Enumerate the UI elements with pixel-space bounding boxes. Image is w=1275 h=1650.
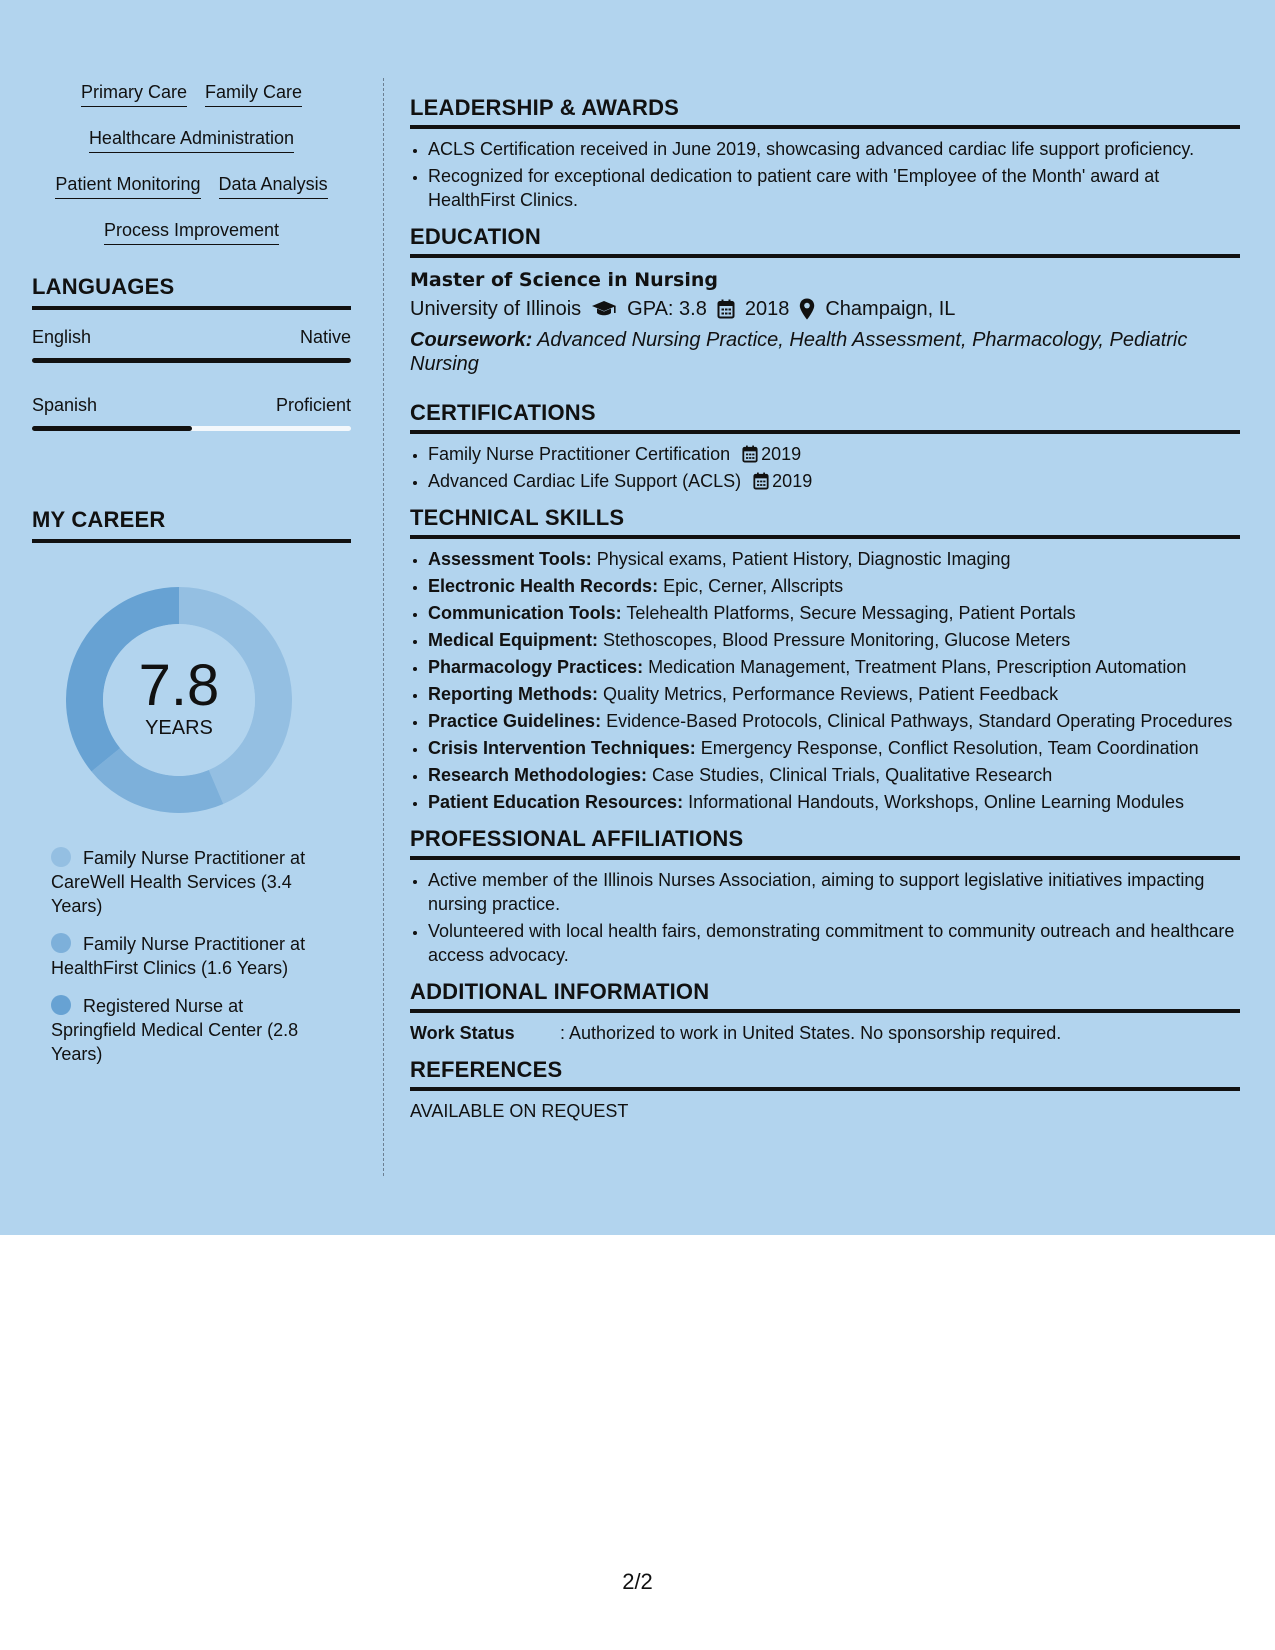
section-heading: TECHNICAL SKILLS (410, 503, 1240, 539)
calendar-icon (753, 472, 769, 490)
skill-tag: Data Analysis (219, 172, 328, 199)
skill-category: Assessment Tools: (428, 549, 592, 569)
list-item (428, 601, 1240, 625)
section-heading: EDUCATION (410, 222, 1240, 258)
graduation-year: 2018 (744, 298, 790, 320)
skill-list: Quality Metrics, Performance Reviews, Patient Feedback (597, 684, 1059, 704)
skill-tag: Family Care (205, 80, 302, 107)
education-section (410, 222, 1240, 376)
list-item (428, 682, 1240, 706)
skill-category: Reporting Methods: (428, 684, 598, 704)
career-heading: MY CAREER (32, 507, 351, 543)
list-item: • Volunteered with local health fairs, demonstrating commitment to community outreach and healthcare access advocacy. (428, 919, 1240, 967)
calendar-icon (742, 445, 758, 463)
skill-list: Stethoscopes, Blood Pressure Monitoring, Glucose Meters (598, 630, 1071, 650)
legend-dot (51, 995, 71, 1015)
degree-title: Master of Science in Nursing (410, 269, 718, 291)
skills-row (32, 172, 351, 199)
section-heading: CERTIFICATIONS (410, 398, 1240, 434)
legend-label: Family Nurse Practitioner at HealthFirst Clinics (1.6 Years) (51, 934, 306, 978)
affiliations-section (410, 824, 1240, 967)
gpa: GPA: 3.8 (627, 298, 707, 320)
skill-tag: Primary Care (81, 80, 187, 107)
skill-list: Telehealth Platforms, Secure Messaging, Patient Portals (621, 603, 1076, 623)
legend-dot (51, 847, 71, 867)
language-item (32, 325, 351, 363)
skill-category: Crisis Intervention Techniques: (428, 738, 696, 758)
column-divider (383, 78, 384, 1176)
language-proficiency-fill (32, 426, 192, 431)
skill-category: Research Methodologies: (428, 765, 648, 785)
school-location: Champaign, IL (825, 298, 956, 320)
left-column (32, 80, 351, 1080)
coursework-label: Coursework: (410, 329, 533, 351)
references-text: AVAILABLE ON REQUEST (410, 1101, 629, 1121)
section-heading: ADDITIONAL INFORMATION (410, 977, 1240, 1013)
technical-skills-section (410, 503, 1240, 814)
language-proficiency-bar (32, 426, 351, 431)
page-number: 2/2 (622, 1569, 653, 1594)
career-donut-chart (66, 587, 292, 813)
skill-list: Medication Management, Treatment Plans, Prescription Automation (643, 657, 1187, 677)
skill-list: Epic, Cerner, Allscripts (658, 576, 844, 596)
skill-category: Medical Equipment: (428, 630, 599, 650)
legend-item (51, 994, 326, 1066)
work-status-label: Work Status (410, 1023, 515, 1043)
list-item: • Recognized for exceptional dedication to patient care with 'Employee of the Month' award at HealthFirst Clinics. (428, 164, 1240, 212)
total-years-unit: YEARS (145, 717, 213, 739)
skill-category: Patient Education Resources: (428, 792, 684, 812)
coursework (410, 328, 1240, 376)
section-heading: REFERENCES (410, 1055, 1240, 1091)
skill-tag: Process Improvement (104, 218, 279, 245)
skill-category: Electronic Health Records: (428, 576, 659, 596)
certifications-section (410, 398, 1240, 493)
work-status-row (410, 1021, 1240, 1045)
skill-list: Evidence-Based Protocols, Clinical Pathways, Standard Operating Procedures (601, 711, 1233, 731)
skill-tag: Healthcare Administration (89, 126, 294, 153)
skill-category: Communication Tools: (428, 603, 622, 623)
legend-label: Family Nurse Practitioner at CareWell Health Services (3.4 Years) (51, 848, 306, 916)
list-item: • ACLS Certification received in June 2019, showcasing advanced cardiac life support proficiency. (428, 137, 1240, 161)
certification-year: 2019 (772, 471, 813, 491)
legend-item (51, 932, 326, 980)
list-item: • Active member of the Illinois Nurses Association, aiming to support legislative initiatives impacting nursing practice. (428, 868, 1240, 916)
skills-row (32, 80, 351, 107)
skill-list: Case Studies, Clinical Trials, Qualitative Research (647, 765, 1053, 785)
skill-category: Practice Guidelines: (428, 711, 602, 731)
section-heading: LEADERSHIP & AWARDS (410, 93, 1240, 129)
language-name: English (32, 327, 92, 347)
career-legend (51, 846, 326, 1066)
coursework-text: Advanced Nursing Practice, Health Assessment, Pharmacology, Pediatric Nursing (410, 329, 1188, 375)
school-name: University of Illinois (410, 298, 582, 320)
section-heading: PROFESSIONAL AFFILIATIONS (410, 824, 1240, 860)
legend-label: Registered Nurse at Springfield Medical Center (2.8 Years) (51, 996, 299, 1064)
list-item (428, 655, 1240, 679)
list-item (428, 469, 1240, 493)
donut-center (66, 587, 292, 813)
list-item (428, 628, 1240, 652)
work-status-value: : Authorized to work in United States. No sponsorship required. (560, 1023, 1062, 1043)
skill-tag: Patient Monitoring (55, 172, 200, 199)
list-item (428, 790, 1240, 814)
right-column (410, 93, 1240, 1133)
legend-dot (51, 933, 71, 953)
skill-list: Emergency Response, Conflict Resolution, Team Coordination (695, 738, 1199, 758)
education-details (410, 294, 1240, 324)
skills-row (32, 218, 351, 245)
skills-row (32, 126, 351, 153)
languages-list (32, 325, 351, 431)
map-pin-icon (799, 298, 815, 320)
skill-list: Informational Handouts, Workshops, Online Learning Modules (683, 792, 1185, 812)
leadership-section (410, 93, 1240, 212)
certification-name: • Advanced Cardiac Life Support (ACLS) (428, 471, 742, 491)
list-item (428, 763, 1240, 787)
list-item (428, 709, 1240, 733)
list-item (428, 442, 1240, 466)
legend-item (51, 846, 326, 918)
certification-year: 2019 (761, 444, 802, 464)
language-level: Native (299, 327, 351, 347)
languages-heading: LANGUAGES (32, 274, 351, 310)
list-item (428, 547, 1240, 571)
skill-category: Pharmacology Practices: (428, 657, 644, 677)
list-item (428, 574, 1240, 598)
list-item (428, 736, 1240, 760)
total-years-value: 7.8 (138, 653, 220, 718)
language-level: Proficient (275, 395, 351, 415)
skills-tags (32, 80, 351, 245)
language-proficiency-fill (32, 358, 351, 363)
additional-info-section (410, 977, 1240, 1045)
language-item (32, 393, 351, 431)
calendar-icon (717, 299, 735, 319)
references-section (410, 1055, 1240, 1123)
language-proficiency-bar (32, 358, 351, 363)
certification-name: • Family Nurse Practitioner Certification (428, 444, 731, 464)
language-name: Spanish (32, 395, 98, 415)
skill-list: Physical exams, Patient History, Diagnostic Imaging (591, 549, 1011, 569)
graduation-cap-icon (591, 300, 617, 318)
